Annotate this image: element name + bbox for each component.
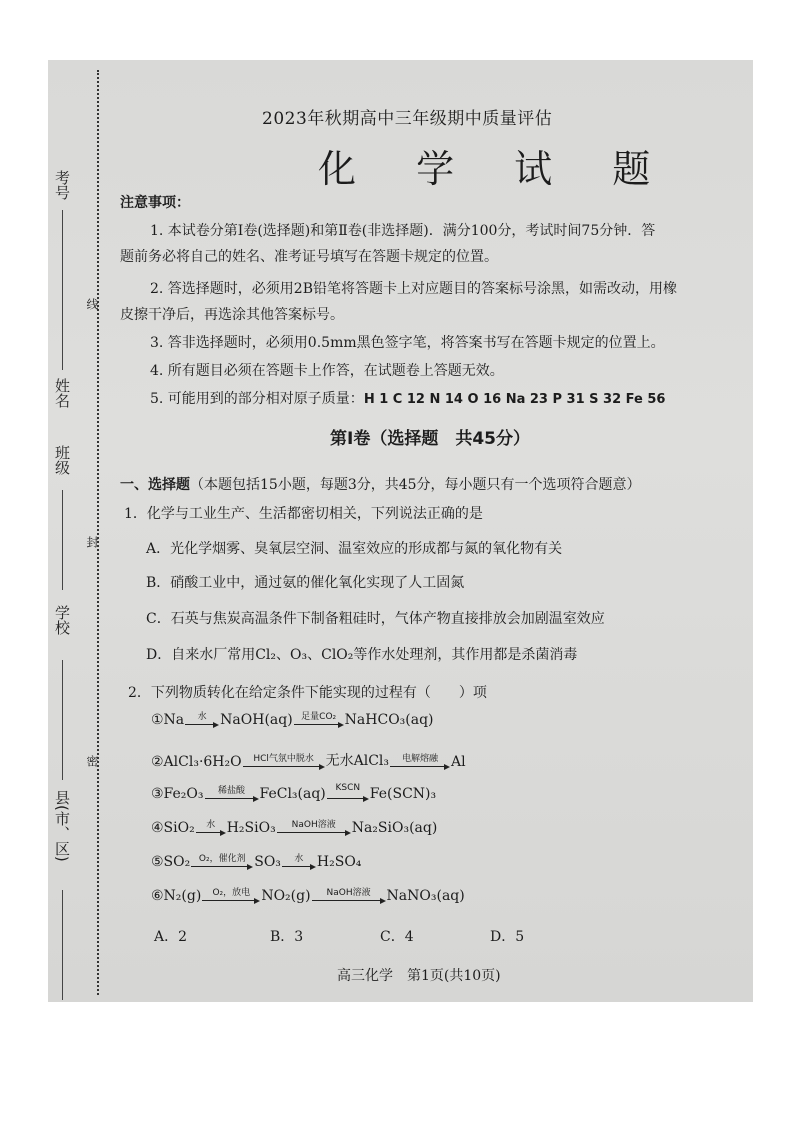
note-line-2: 2. 答选择题时，必须用2B铅笔将答题卡上对应题目的答案标号涂黑，如需改动，用橡 (150, 281, 678, 297)
condition: O₂，放电 (212, 888, 251, 898)
reactant: ③Fe₂O₃ (151, 786, 204, 802)
reactant: ⑥N₂(g) (151, 888, 202, 904)
q1-option-c: C．石英与焦炭高温条件下制备粗硅时，气体产物直接排放会加剧温室效应 (146, 611, 605, 627)
seal-mark-mi: 密 (85, 755, 99, 767)
exam-title: 化 学 试 题 (318, 147, 675, 191)
section1-title: 第Ⅰ卷（选择题 共45分） (330, 429, 530, 449)
condition: 水 (206, 820, 216, 830)
note-line-5 (150, 388, 665, 408)
reactant: ②AlCl₃·6H₂O (151, 754, 242, 770)
q2-reaction-2 (151, 750, 466, 770)
condition: NaOH溶液 (326, 888, 371, 898)
product: Na₂SiO₃(aq) (351, 820, 438, 836)
arrow-icon (390, 754, 450, 770)
condition: O₂，催化剂 (198, 854, 246, 864)
seal-mark-xian: 线 (85, 298, 99, 310)
binding-label-class: 班级 (53, 445, 71, 475)
section1-instruction-head: 一、选择题 (120, 477, 190, 493)
product: NaNO₃(aq) (386, 888, 465, 904)
arrow-icon (277, 820, 351, 836)
condition: 水 (197, 712, 207, 722)
page-footer: 高三化学 第1页(共10页) (337, 968, 501, 984)
exam-subtitle: 2023年秋期高中三年级期中质量评估 (262, 109, 553, 129)
product: H₂SO₄ (316, 854, 362, 870)
arrow-icon (243, 754, 325, 770)
condition: 电解熔融 (401, 754, 438, 764)
q2-choice-c: C．4 (380, 929, 414, 945)
binding-label-name: 姓名 (53, 378, 71, 408)
note-line-2b: 皮擦干净后，再选涂其他答案标号。 (120, 307, 344, 323)
q1-option-b: B．硝酸工业中，通过氨的催化氧化实现了人工固氮 (146, 575, 465, 591)
intermediate: 无水AlCl₃ (325, 753, 389, 769)
q1-option-d: D．自来水厂常用Cl₂、O₃、ClO₂等作水处理剂，其作用都是杀菌消毒 (146, 647, 578, 663)
binding-label-id: 考号 (53, 170, 71, 200)
q1-option-a: A．光化学烟雾、臭氧层空洞、温室效应的形成都与氮的氧化物有关 (146, 541, 563, 557)
arrow-icon (191, 854, 253, 870)
q2-reaction-3 (151, 783, 437, 802)
note-line-3: 3. 答非选择题时，必须用0.5mm黑色签字笔，将答案书写在答题卡规定的位置上。 (150, 335, 665, 351)
note-line-1: 1. 本试卷分第Ⅰ卷(选择题)和第Ⅱ卷(非选择题)．满分100分，考试时间75分钟．答 (150, 223, 656, 239)
scanned-exam-page (48, 60, 753, 1002)
q2-reaction-1 (151, 712, 434, 728)
seal-mark-feng: 封 (85, 536, 99, 548)
note-line-4: 4. 所有题目必须在答题卡上作答，在试题卷上答题无效。 (150, 363, 504, 379)
atomic-mass-values: H 1 C 12 N 14 O 16 Na 23 P 31 S 32 Fe 56 (363, 392, 666, 407)
arrow-icon (205, 786, 259, 802)
condition: 足量CO₂ (301, 712, 337, 722)
arrow-icon (282, 854, 316, 870)
condition: NaOH溶液 (291, 820, 336, 830)
q2-stem: 2．下列物质转化在给定条件下能实现的过程有（ ）项 (128, 685, 487, 701)
q2-reaction-5 (151, 854, 361, 870)
q2-reaction-6 (151, 888, 465, 904)
product: NaHCO₃(aq) (344, 712, 434, 728)
notes-heading: 注意事项： (120, 195, 190, 211)
arrow-icon (196, 820, 226, 836)
reactant: ④SiO₂ (151, 820, 195, 836)
arrow-icon (202, 888, 260, 904)
section1-instruction-text: （本题包括15小题，每题3分，共45分，每小题只有一个选项符合题意） (190, 477, 641, 493)
arrow-icon (294, 712, 344, 728)
condition: HCl气氛中脱水 (253, 754, 314, 764)
q2-choice-b: B．3 (270, 929, 304, 945)
atomic-mass-prefix: 5. 可能用到的部分相对原子质量： (150, 391, 364, 407)
intermediate: NO₂(g) (261, 888, 311, 904)
product: Al (451, 754, 466, 770)
condition: KSCN (335, 783, 361, 793)
binding-label-county: 县(市、区) (53, 790, 71, 862)
q2-reaction-4 (151, 820, 437, 836)
binding-label-school: 学校 (53, 605, 71, 635)
q2-choice-a: A．2 (154, 929, 188, 945)
reactant: ⑤SO₂ (151, 854, 191, 870)
q1-stem: 1．化学与工业生产、生活都密切相关，下列说法正确的是 (124, 506, 483, 522)
arrow-icon (327, 783, 369, 802)
condition: 稀盐酸 (217, 786, 245, 796)
q2-choice-d: D．5 (490, 929, 525, 945)
arrow-icon (312, 888, 386, 904)
intermediate: FeCl₃(aq) (259, 786, 326, 802)
product: Fe(SCN)₃ (369, 786, 437, 802)
arrow-icon (185, 712, 219, 728)
intermediate: H₂SiO₃ (226, 820, 276, 836)
page-content (48, 60, 753, 1002)
section1-instruction (120, 474, 641, 494)
intermediate: NaOH(aq) (220, 712, 293, 728)
condition: 水 (294, 854, 304, 864)
note-line-1b: 题前务必将自己的姓名、准考证号填写在答题卡规定的位置。 (120, 249, 498, 265)
reactant: ①Na (151, 712, 185, 728)
intermediate: SO₃ (254, 854, 281, 870)
